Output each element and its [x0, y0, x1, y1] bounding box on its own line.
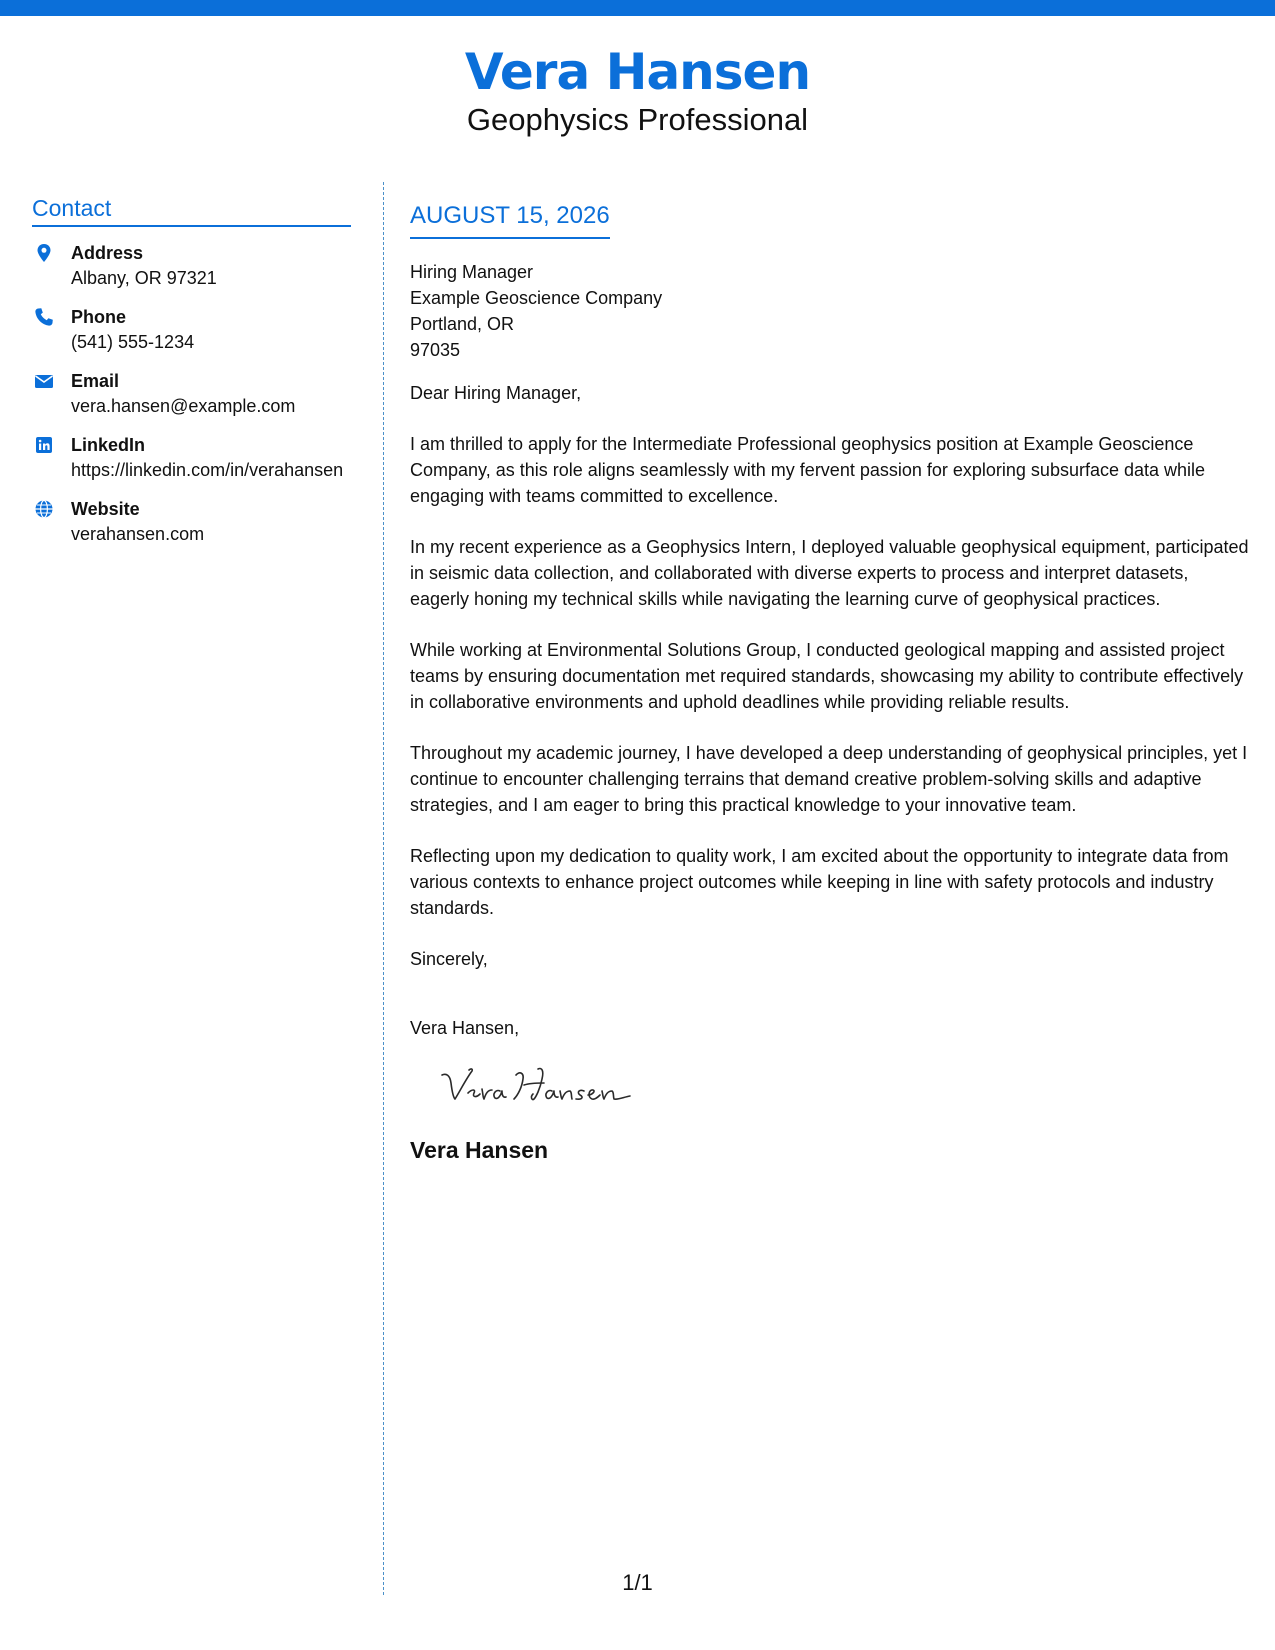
- contact-label: Email: [71, 371, 120, 391]
- contact-value[interactable]: https://linkedin.com/in/verahansen: [71, 460, 344, 480]
- letter-paragraph: I am thrilled to apply for the Intermediate Professional geophysics position at Example Geoscience Company, as this role aligns seamlessly with my fervent passion for exploring subsurface data while engaging with teams committed to excellence.: [410, 434, 1206, 506]
- letter-paragraph: Reflecting upon my dedication to quality work, I am excited about the opportunity to integrate data from various contexts to enhance project outcomes while keeping in line with safety protocols and industry standards.: [410, 846, 1229, 918]
- contact-value: Albany, OR 97321: [71, 268, 217, 288]
- printed-name: Vera Hansen: [410, 1137, 549, 1163]
- letter-paragraph: Throughout my academic journey, I have developed a deep understanding of geophysical principles, yet I continue to encounter challenging terrains that demand creative problem-solving skills and adaptive strategies, and I am eager to bring this practical knowledge to your innovative team.: [410, 743, 1248, 815]
- handwritten-signature: [438, 1061, 648, 1111]
- map-pin-icon: [34, 243, 54, 263]
- top-accent-bar: [0, 0, 1275, 16]
- contact-label: Website: [71, 499, 140, 519]
- contact-item-website: [32, 497, 351, 547]
- contact-item-phone: [32, 305, 351, 355]
- linkedin-icon: [34, 435, 54, 455]
- letter-paragraph: While working at Environmental Solutions Group, I conducted geological mapping and assisted project teams by ensuring documentation met required standards, showcasing my ability to contribute effectively in collaborative environments and uphold deadlines while providing reliable results.: [410, 640, 1244, 712]
- recipient-line: 97035: [410, 340, 461, 360]
- contact-label: LinkedIn: [71, 435, 146, 455]
- phone-icon: [34, 307, 54, 327]
- contact-item-address: [32, 241, 351, 291]
- contact-item-email: [32, 369, 351, 419]
- applicant-name: Vera Hansen: [464, 43, 811, 101]
- letter-paragraph: In my recent experience as a Geophysics Intern, I deployed valuable geophysical equipment, participated in seismic data collection, and collaborated with diverse experts to process and interpret datasets, eagerly honing my technical skills while navigating the learning curve of geophysical practices.: [410, 537, 1249, 609]
- closing: Sincerely,: [410, 949, 488, 969]
- applicant-title: Geophysics Professional: [466, 102, 809, 137]
- recipient-line: Hiring Manager: [410, 262, 534, 282]
- recipient-line: Portland, OR: [410, 314, 515, 334]
- page-number: 1/1: [622, 1570, 653, 1595]
- signoff-name: Vera Hansen,: [410, 1018, 520, 1038]
- contact-sidebar: [32, 194, 351, 547]
- letter-date: AUGUST 15, 2026: [410, 200, 610, 239]
- contact-heading: Contact: [32, 194, 351, 227]
- recipient-line: Example Geoscience Company: [410, 288, 663, 308]
- column-divider: [383, 182, 384, 1595]
- contact-value: (541) 555-1234: [71, 332, 195, 352]
- letter-body: [410, 200, 1250, 1164]
- contact-value[interactable]: verahansen.com: [71, 524, 205, 544]
- salutation: Dear Hiring Manager,: [410, 383, 582, 403]
- recipient-block: [410, 259, 1250, 363]
- contact-item-linkedin: [32, 433, 351, 483]
- envelope-icon: [34, 371, 54, 391]
- header: [0, 40, 1275, 140]
- globe-icon: [34, 499, 54, 519]
- contact-label: Phone: [71, 307, 127, 327]
- contact-value[interactable]: vera.hansen@example.com: [71, 396, 296, 416]
- contact-label: Address: [71, 243, 144, 263]
